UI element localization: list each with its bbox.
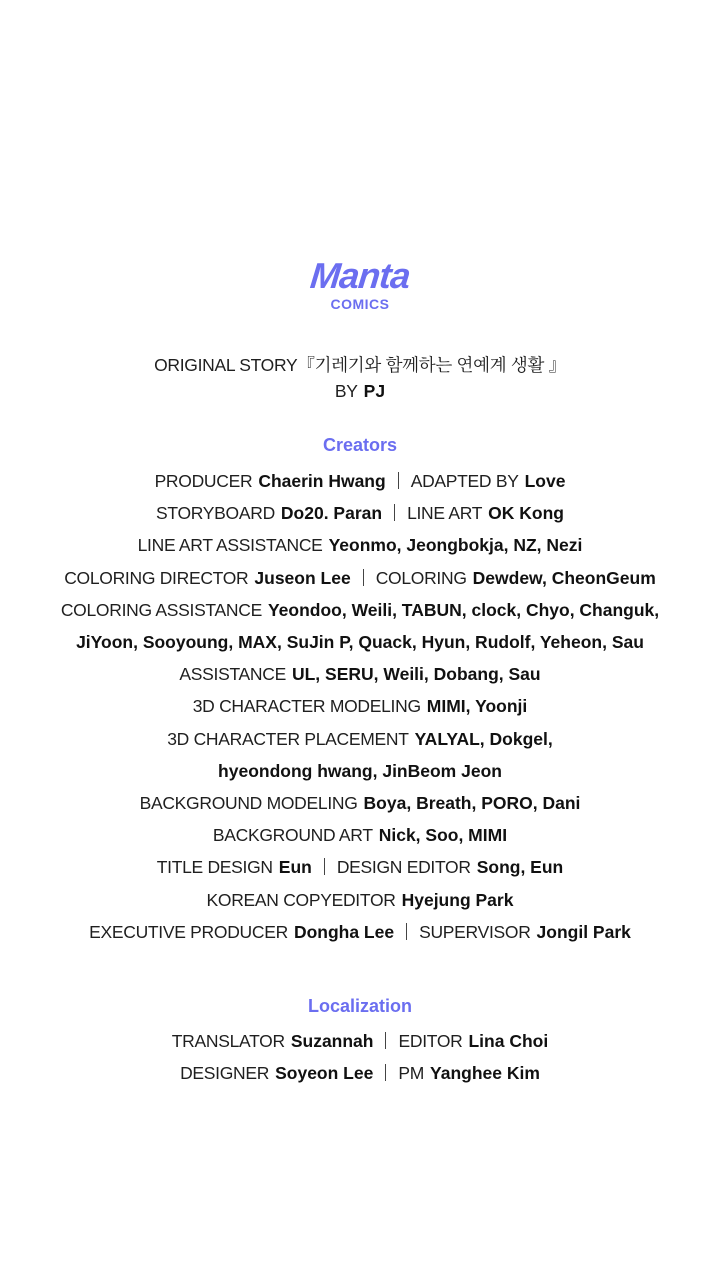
credit-role: ASSISTANCE: [179, 664, 286, 685]
credit-name: Love: [524, 471, 566, 491]
credit-role: EXECUTIVE PRODUCER: [89, 921, 288, 942]
by-value: PJ: [363, 381, 386, 401]
original-story-line: [0, 352, 720, 378]
credit-name: JiYoon, Sooyoung, MAX, SuJin P, Quack, Hyun, Rudolf, Yeheon, Sau: [76, 632, 644, 652]
credit-line: [0, 758, 720, 784]
manta-logo-subtitle: COMICS: [330, 296, 390, 312]
credit-line: [0, 790, 720, 816]
manta-logo-wordmark: Manta: [308, 255, 412, 296]
credit-separator: [385, 1064, 386, 1081]
credit-line: [0, 565, 720, 591]
credit-line: [0, 500, 720, 526]
credit-name: Boya, Breath, PORO, Dani: [363, 793, 581, 813]
credit-separator: [406, 923, 407, 940]
credit-role: PRODUCER: [154, 471, 253, 491]
credit-name: Nick, Soo, MIMI: [378, 825, 508, 846]
credit-role: SUPERVISOR: [419, 921, 531, 942]
credit-name: Lina Choi: [468, 1031, 549, 1051]
credit-line: [0, 854, 720, 880]
credit-role: LINE ART: [407, 503, 483, 524]
credit-role: PM: [398, 1063, 424, 1084]
credit-name: Dewdew, CheonGeum: [472, 567, 656, 588]
credit-name: OK Kong: [488, 503, 564, 524]
credit-line: [0, 887, 720, 913]
original-story-label: ORIGINAL STORY: [154, 355, 298, 375]
credit-role: DESIGN EDITOR: [336, 857, 471, 878]
credit-role: STORYBOARD: [156, 503, 275, 524]
credit-role: 3D CHARACTER PLACEMENT: [167, 728, 409, 749]
credit-line: [0, 661, 720, 687]
credit-role: LINE ART ASSISTANCE: [137, 535, 323, 556]
credit-name: Do20. Paran: [280, 503, 383, 524]
original-story-by-line: [0, 378, 720, 404]
credit-line: [0, 1028, 720, 1054]
credit-name: YALYAL, Dokgel,: [414, 728, 553, 749]
credit-role: COLORING DIRECTOR: [64, 567, 249, 588]
credit-name: UL, SERU, Weili, Dobang, Sau: [291, 664, 541, 685]
credit-name: Hyejung Park: [401, 889, 514, 910]
credit-separator: [394, 504, 395, 521]
credit-role: BACKGROUND MODELING: [139, 793, 358, 813]
credit-line: [0, 1060, 720, 1086]
credit-line: [0, 726, 720, 752]
credit-name: Soyeon Lee: [275, 1063, 374, 1084]
credit-name: Song, Eun: [476, 857, 564, 878]
credit-role: ADAPTED BY: [410, 471, 519, 491]
credit-name: Juseon Lee: [254, 567, 351, 588]
credit-line: [0, 822, 720, 848]
credit-name: Suzannah: [290, 1031, 374, 1051]
credit-name: Yeonmo, Jeongbokja, NZ, Nezi: [328, 535, 583, 556]
localization-heading: Localization: [307, 996, 412, 1016]
credit-separator: [398, 472, 399, 489]
original-story-title: 『기레기와 함께하는 연예계 생활 』: [297, 355, 566, 375]
credit-role: TITLE DESIGN: [156, 857, 273, 878]
credit-name: Jongil Park: [536, 921, 631, 942]
credit-name: Dongha Lee: [293, 921, 395, 942]
credit-name: Yeondoo, Weili, TABUN, clock, Chyo, Changuk,: [267, 599, 660, 620]
credit-separator: [363, 569, 364, 586]
credit-line: [0, 919, 720, 945]
credit-name: hyeondong hwang, JinBeom Jeon: [218, 760, 502, 781]
credit-line: [0, 629, 720, 655]
credit-line: [0, 597, 720, 623]
credit-role: COLORING: [375, 567, 467, 588]
creators-heading: Creators: [322, 435, 398, 455]
by-label: BY: [334, 381, 358, 401]
credit-role: KOREAN COPYEDITOR: [206, 889, 396, 910]
credit-role: COLORING ASSISTANCE: [60, 599, 262, 620]
credit-role: BACKGROUND ART: [212, 825, 373, 846]
credit-line: [0, 532, 720, 558]
credit-role: DESIGNER: [180, 1063, 270, 1084]
credit-line: [0, 468, 720, 494]
credit-name: MIMI, Yoonji: [426, 696, 528, 717]
credit-separator: [385, 1032, 386, 1049]
credit-name: Yanghee Kim: [430, 1063, 540, 1084]
credit-line: [0, 693, 720, 719]
credit-name: Eun: [278, 857, 312, 878]
credit-separator: [324, 858, 325, 875]
credit-role: TRANSLATOR: [171, 1031, 285, 1051]
credit-name: Chaerin Hwang: [258, 471, 386, 491]
credit-role: 3D CHARACTER MODELING: [192, 696, 421, 717]
credit-role: EDITOR: [398, 1031, 463, 1051]
